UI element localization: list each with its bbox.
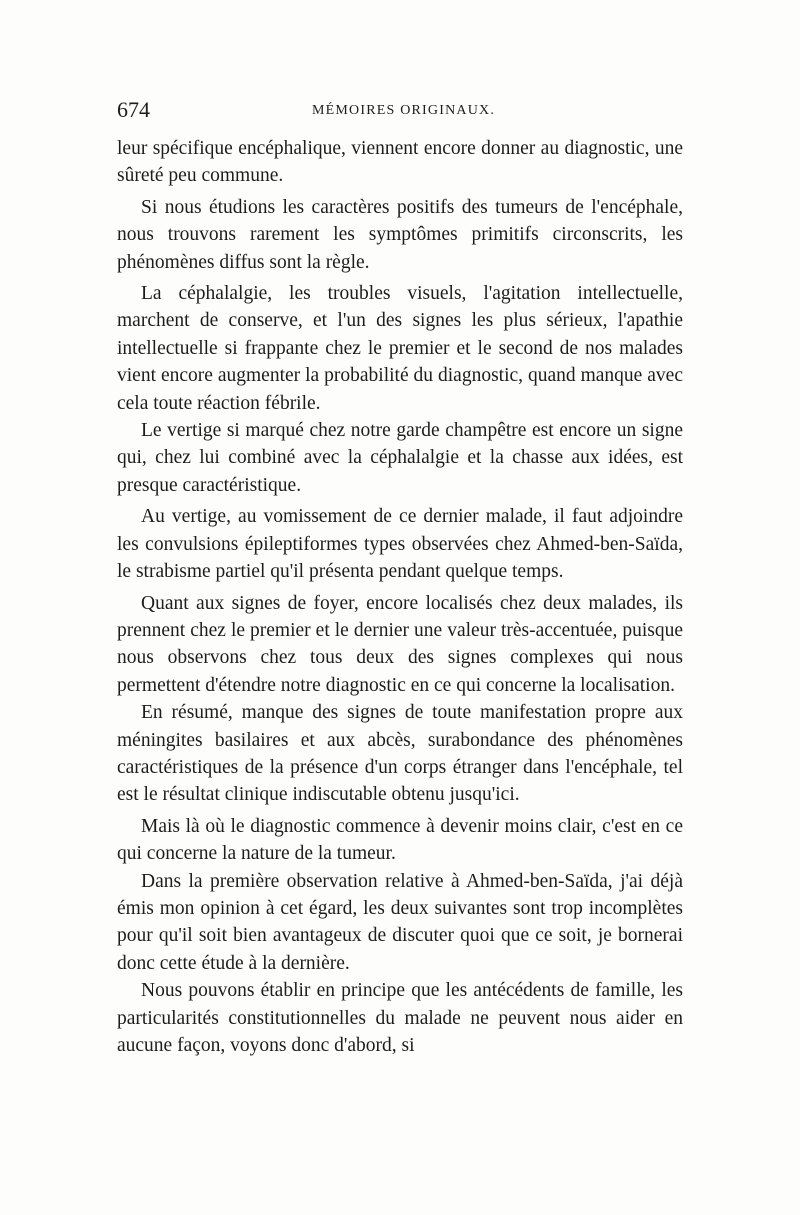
paragraph-5: Au vertige, au vomissement de ce dernier malade, il faut adjoindre les convulsions épileptiformes types observées chez Ahmed-ben-Saïda, le strabisme partiel qu'il présenta pendant quelque temps. <box>117 506 683 583</box>
paragraph-3: La céphalalgie, les troubles visuels, l'agitation intellectuelle, marchent de conserve, et l'un des signes les plus sérieux, l'apathie intellectuelle si frappante chez le premier et le second de nos malades vient encore augmenter la probabilité du diagnostic, quand manque avec cela toute réaction fébrile. <box>117 283 683 414</box>
page-number: 674 <box>117 97 150 122</box>
paragraph-9: Dans la première observation relative à Ahmed-ben-Saïda, j'ai déjà émis mon opinion à cet égard, les deux suivantes sont trop incomplètes pour qu'il soit bien avantageux de discuter quoi que ce soit, je bornerai donc cette étude à la dernière. <box>117 870 683 974</box>
paragraph-4: Le vertige si marqué chez notre garde champêtre est encore un signe qui, chez lui combiné avec la céphalalgie et la chasse aux idées, est presque caractéristique. <box>117 420 683 496</box>
paragraph-6: Quant aux signes de foyer, encore localisés chez deux malades, ils prennent chez le premier et le dernier une valeur très-accentuée, puisque nous observons chez tous deux des signes complexes qui nous permettent d'étendre notre diagnostic en ce qui concerne la localisation. <box>117 592 683 696</box>
paragraph-10: Nous pouvons établir en principe que les antécédents de famille, les particularités constitutionnelles du malade ne peuvent nous aider en aucune façon, voyons donc d'abord, si <box>117 980 683 1056</box>
running-title: MÉMOIRES ORIGINAUX. <box>312 103 496 118</box>
paragraph-7: En résumé, manque des signes de toute manifestation propre aux méningites basilaires et aux abcès, surabondance des phénomènes caractéristiques de la présence d'un corps étranger dans l'encéphale, tel est le résultat clinique indiscutable obtenu jusqu'ici. <box>117 702 683 806</box>
body-text <box>117 135 683 1059</box>
paragraph-8: Mais là où le diagnostic commence à devenir moins clair, c'est en ce qui concerne la nature de la tumeur. <box>117 815 683 865</box>
paragraph-1: leur spécifique encéphalique, viennent encore donner au diagnostic, une sûreté peu commune. <box>117 138 683 187</box>
page-header <box>117 97 687 127</box>
paragraph-2: Si nous étudions les caractères positifs des tumeurs de l'encéphale, nous trouvons rarement les symptômes primitifs circonscrits, les phénomènes diffus sont la règle. <box>117 196 683 273</box>
